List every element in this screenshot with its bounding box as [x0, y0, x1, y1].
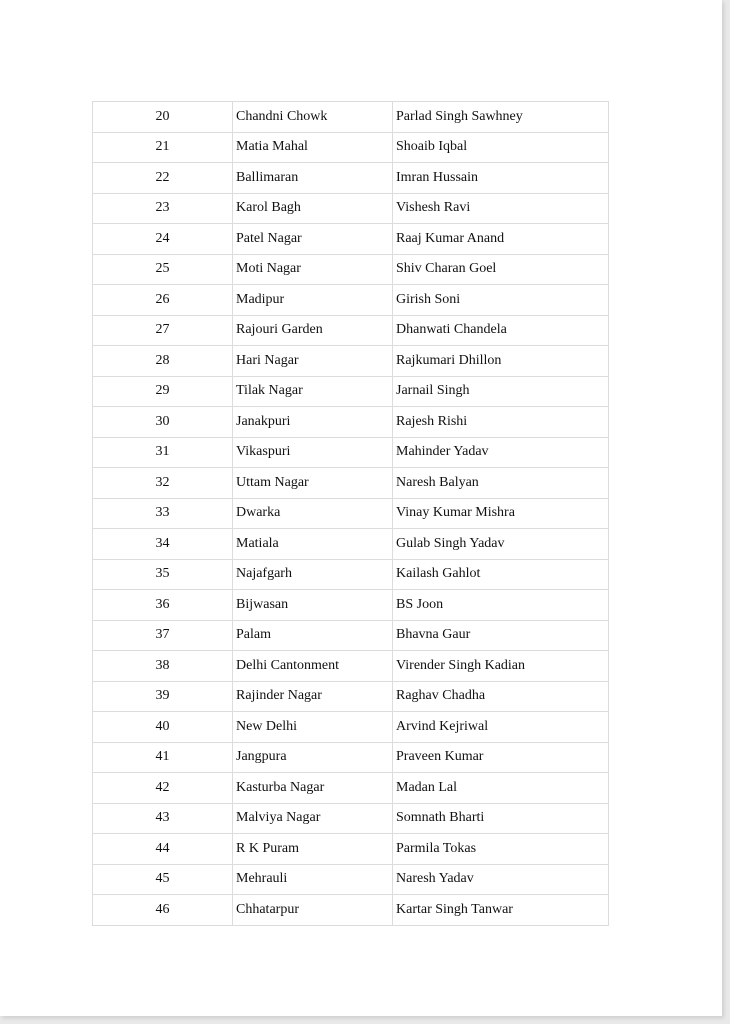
constituency-name: Uttam Nagar: [233, 468, 393, 499]
constituency-name: Hari Nagar: [233, 346, 393, 377]
table-row: [93, 895, 609, 926]
serial-number: 21: [93, 132, 233, 163]
constituency-name: Moti Nagar: [233, 254, 393, 285]
constituency-name: Mehrauli: [233, 864, 393, 895]
constituency-name: Patel Nagar: [233, 224, 393, 255]
candidate-name: Kartar Singh Tanwar: [393, 895, 609, 926]
table-row: [93, 681, 609, 712]
candidate-name: Vishesh Ravi: [393, 193, 609, 224]
serial-number: 33: [93, 498, 233, 529]
table-row: [93, 529, 609, 560]
table-row: [93, 803, 609, 834]
candidate-name: Bhavna Gaur: [393, 620, 609, 651]
candidate-name: Naresh Yadav: [393, 864, 609, 895]
candidate-name: Naresh Balyan: [393, 468, 609, 499]
serial-number: 37: [93, 620, 233, 651]
table-row: [93, 559, 609, 590]
constituency-name: Chandni Chowk: [233, 102, 393, 133]
constituency-name: Karol Bagh: [233, 193, 393, 224]
serial-number: 30: [93, 407, 233, 438]
candidate-name: Shiv Charan Goel: [393, 254, 609, 285]
table-row: [93, 590, 609, 621]
table-row: [93, 712, 609, 743]
table-row: [93, 346, 609, 377]
candidate-name: Virender Singh Kadian: [393, 651, 609, 682]
constituency-name: Delhi Cantonment: [233, 651, 393, 682]
constituency-name: Ballimaran: [233, 163, 393, 194]
table-row: [93, 437, 609, 468]
constituency-name: Palam: [233, 620, 393, 651]
table-row: [93, 773, 609, 804]
candidate-name: Dhanwati Chandela: [393, 315, 609, 346]
table-row: [93, 407, 609, 438]
candidate-name: Arvind Kejriwal: [393, 712, 609, 743]
constituency-name: Najafgarh: [233, 559, 393, 590]
candidate-name: Madan Lal: [393, 773, 609, 804]
table-row: [93, 498, 609, 529]
table-row: [93, 651, 609, 682]
table-row: [93, 468, 609, 499]
serial-number: 24: [93, 224, 233, 255]
serial-number: 31: [93, 437, 233, 468]
serial-number: 44: [93, 834, 233, 865]
serial-number: 34: [93, 529, 233, 560]
constituency-name: Kasturba Nagar: [233, 773, 393, 804]
candidate-table: [92, 101, 609, 926]
candidate-name: Praveen Kumar: [393, 742, 609, 773]
table-row: [93, 132, 609, 163]
table-row: [93, 376, 609, 407]
constituency-name: Matiala: [233, 529, 393, 560]
serial-number: 20: [93, 102, 233, 133]
candidate-name: Somnath Bharti: [393, 803, 609, 834]
faint-show-through-text: [200, 52, 520, 82]
candidate-name: Rajesh Rishi: [393, 407, 609, 438]
constituency-name: Tilak Nagar: [233, 376, 393, 407]
serial-number: 22: [93, 163, 233, 194]
serial-number: 43: [93, 803, 233, 834]
candidate-name: Parmila Tokas: [393, 834, 609, 865]
table-row: [93, 742, 609, 773]
constituency-name: Bijwasan: [233, 590, 393, 621]
table-row: [93, 620, 609, 651]
constituency-name: Madipur: [233, 285, 393, 316]
candidate-name: Jarnail Singh: [393, 376, 609, 407]
candidate-name: Raaj Kumar Anand: [393, 224, 609, 255]
constituency-name: Vikaspuri: [233, 437, 393, 468]
table-row: [93, 254, 609, 285]
candidate-name: Shoaib Iqbal: [393, 132, 609, 163]
serial-number: 27: [93, 315, 233, 346]
constituency-name: Rajouri Garden: [233, 315, 393, 346]
serial-number: 40: [93, 712, 233, 743]
serial-number: 41: [93, 742, 233, 773]
constituency-name: Janakpuri: [233, 407, 393, 438]
table-row: [93, 224, 609, 255]
table-row: [93, 834, 609, 865]
table-row: [93, 285, 609, 316]
constituency-name: Rajinder Nagar: [233, 681, 393, 712]
serial-number: 32: [93, 468, 233, 499]
serial-number: 45: [93, 864, 233, 895]
candidate-name: Parlad Singh Sawhney: [393, 102, 609, 133]
candidate-name: BS Joon: [393, 590, 609, 621]
constituency-name: Dwarka: [233, 498, 393, 529]
serial-number: 38: [93, 651, 233, 682]
serial-number: 36: [93, 590, 233, 621]
candidate-table-body: [93, 102, 609, 926]
constituency-name: R K Puram: [233, 834, 393, 865]
constituency-name: Malviya Nagar: [233, 803, 393, 834]
serial-number: 23: [93, 193, 233, 224]
serial-number: 39: [93, 681, 233, 712]
serial-number: 28: [93, 346, 233, 377]
candidate-name: Mahinder Yadav: [393, 437, 609, 468]
table-row: [93, 102, 609, 133]
serial-number: 26: [93, 285, 233, 316]
table-row: [93, 163, 609, 194]
table-row: [93, 193, 609, 224]
candidate-name: Rajkumari Dhillon: [393, 346, 609, 377]
constituency-name: New Delhi: [233, 712, 393, 743]
constituency-name: Jangpura: [233, 742, 393, 773]
serial-number: 35: [93, 559, 233, 590]
constituency-name: Chhatarpur: [233, 895, 393, 926]
constituency-name: Matia Mahal: [233, 132, 393, 163]
candidate-name: Raghav Chadha: [393, 681, 609, 712]
table-row: [93, 315, 609, 346]
candidate-name: Imran Hussain: [393, 163, 609, 194]
candidate-name: Girish Soni: [393, 285, 609, 316]
table-row: [93, 864, 609, 895]
candidate-name: Vinay Kumar Mishra: [393, 498, 609, 529]
serial-number: 29: [93, 376, 233, 407]
candidate-name: Gulab Singh Yadav: [393, 529, 609, 560]
serial-number: 25: [93, 254, 233, 285]
candidate-name: Kailash Gahlot: [393, 559, 609, 590]
serial-number: 42: [93, 773, 233, 804]
serial-number: 46: [93, 895, 233, 926]
